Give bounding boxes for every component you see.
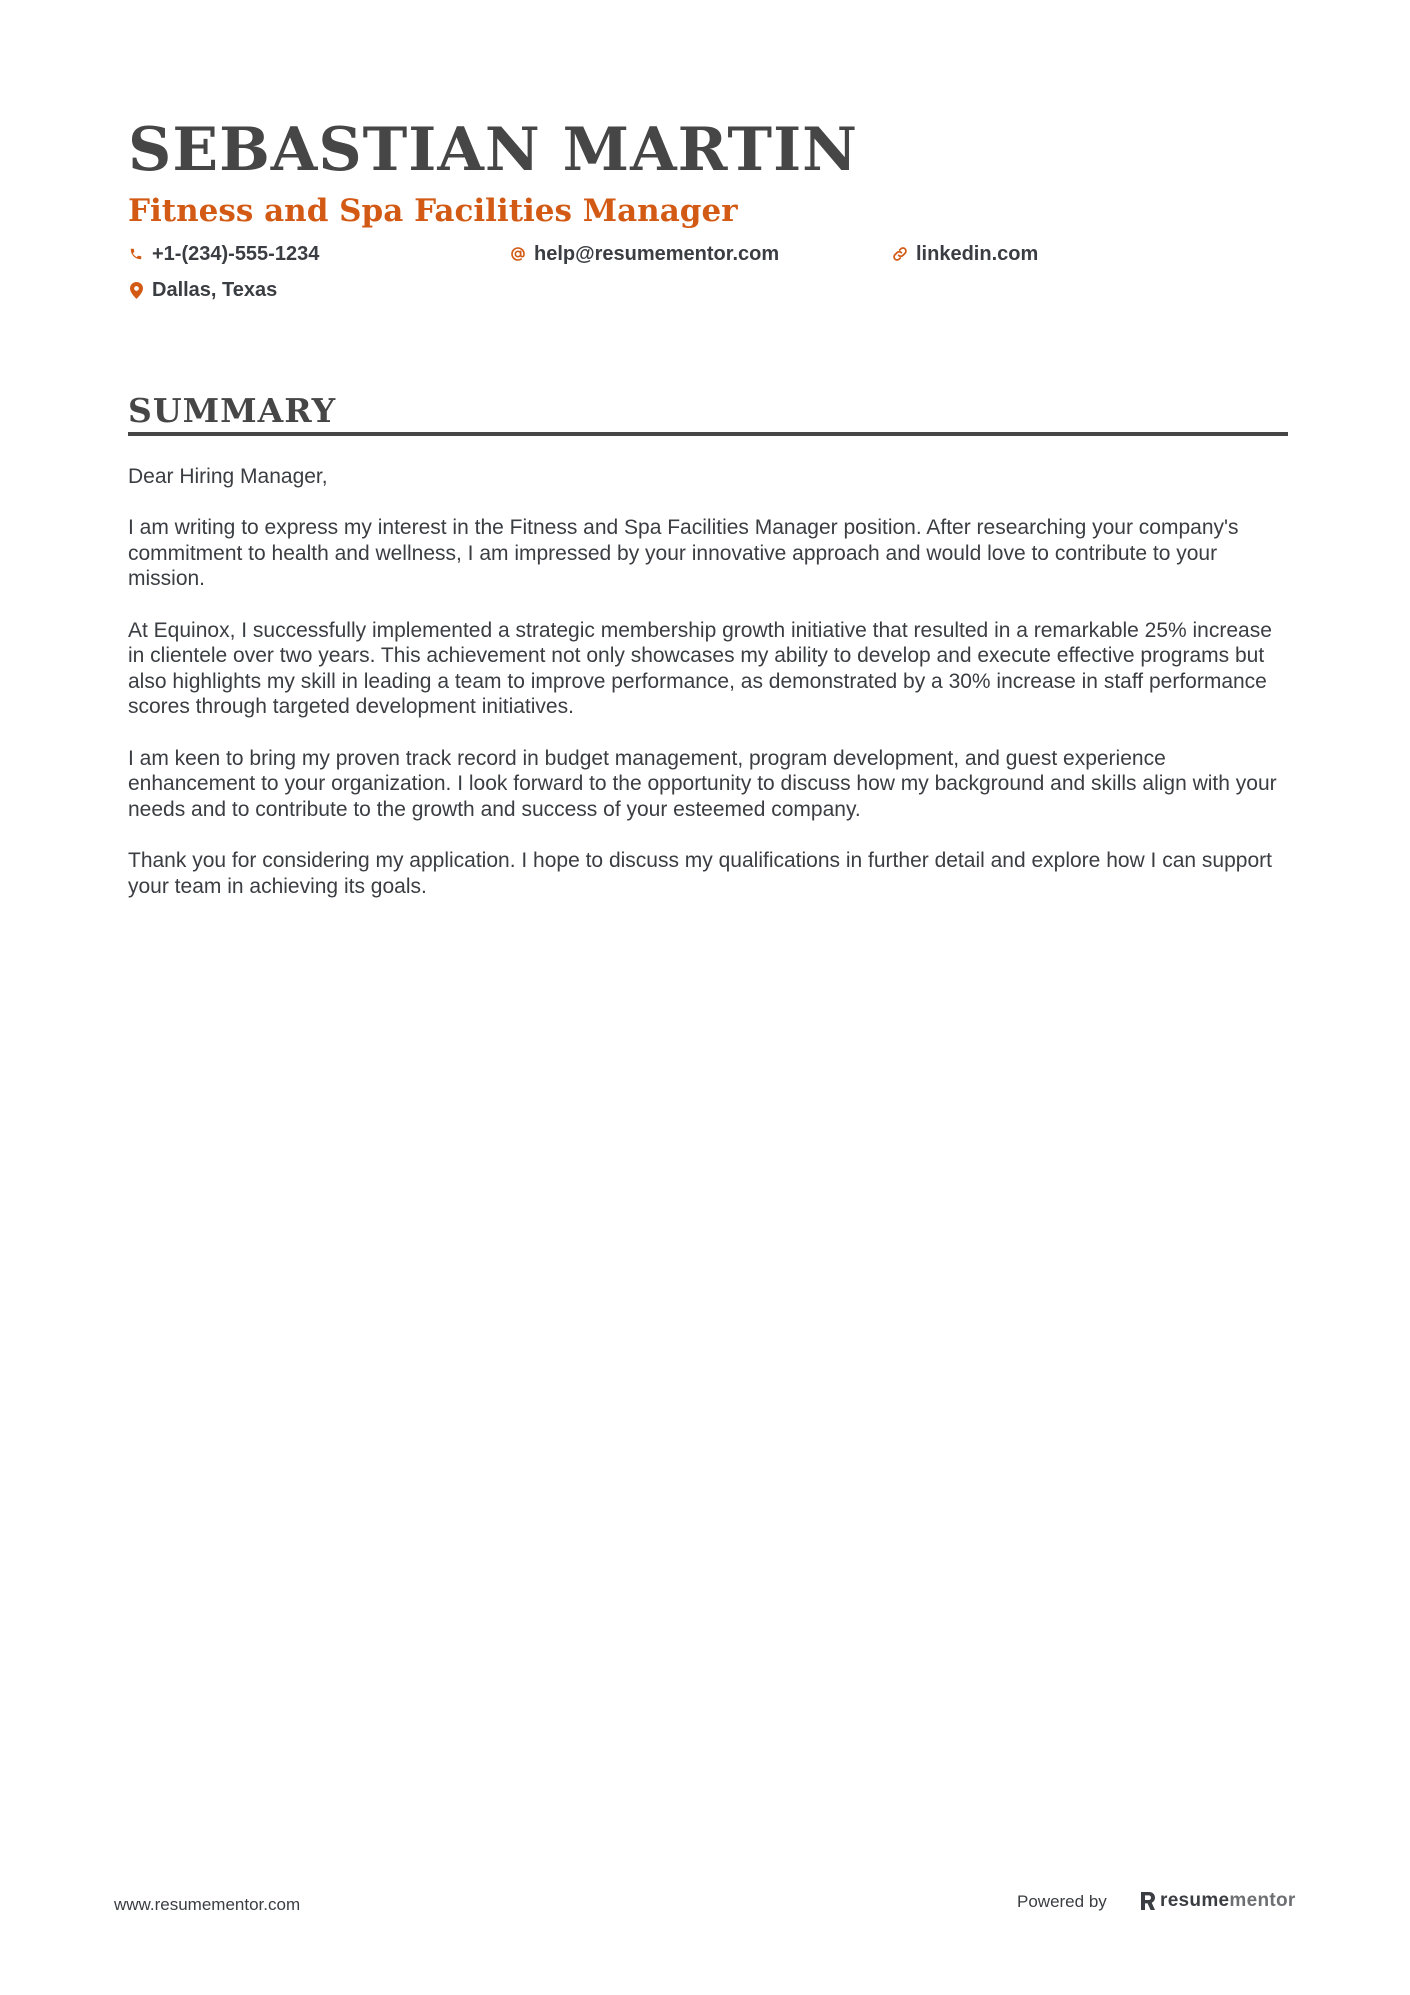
letter-paragraph: At Equinox, I successfully implemented a strategic membership growth initiative that resulted in a remarkable 25% increase in clientele over two years. This achievement not only showcases my ability to develop and execute effective programs but also highlights my skill in leading a team to improve performance, as demonstrated by a 30% increase in staff performance scores through targeted development initiatives. [128, 618, 1272, 719]
link-icon [892, 244, 908, 264]
contact-email [510, 240, 779, 268]
contact-location [128, 276, 277, 304]
phone-text: +1-(234)-555-1234 [152, 243, 320, 265]
resumementor-logo[interactable] [1140, 1889, 1296, 1913]
email-text: help@resumementor.com [534, 243, 780, 265]
resumementor-logo-icon [1140, 1891, 1156, 1911]
section-divider [128, 432, 1288, 436]
location-text: Dallas, Texas [152, 279, 278, 301]
location-pin-icon [128, 280, 144, 300]
contact-linkedin [892, 240, 1038, 268]
resumementor-logo-text: resumementor [1160, 1890, 1296, 1911]
section-heading-summary: SUMMARY [128, 391, 337, 430]
footer-website-link[interactable]: www.resumementor.com [114, 1895, 301, 1914]
at-icon [510, 244, 526, 264]
letter-paragraph: I am writing to express my interest in the Fitness and Spa Facilities Manager position. After researching your company's commitment to health and wellness, I am impressed by your innovative approach and would love to contribute to your mission. [128, 516, 1239, 591]
linkedin-text: linkedin.com [916, 243, 1039, 265]
letter-body [128, 464, 1288, 925]
contact-phone [128, 240, 319, 268]
letter-paragraph: Thank you for considering my application. I hope to discuss my qualifications in further detail and explore how I can support your team in achieving its goals. [128, 848, 1272, 898]
job-title: Fitness and Spa Facilities Manager [128, 193, 738, 229]
footer-powered-by: Powered by [1017, 1892, 1107, 1911]
letter-paragraph: I am keen to bring my proven track record in budget management, program development, and guest experience enhancement to your organization. I look forward to the opportunity to discuss how my background and skills align with your needs and to contribute to the growth and success of your esteemed company. [128, 746, 1277, 821]
candidate-name: SEBASTIAN MARTIN [128, 115, 858, 185]
letter-salutation: Dear Hiring Manager, [128, 465, 328, 488]
phone-icon [128, 244, 144, 264]
